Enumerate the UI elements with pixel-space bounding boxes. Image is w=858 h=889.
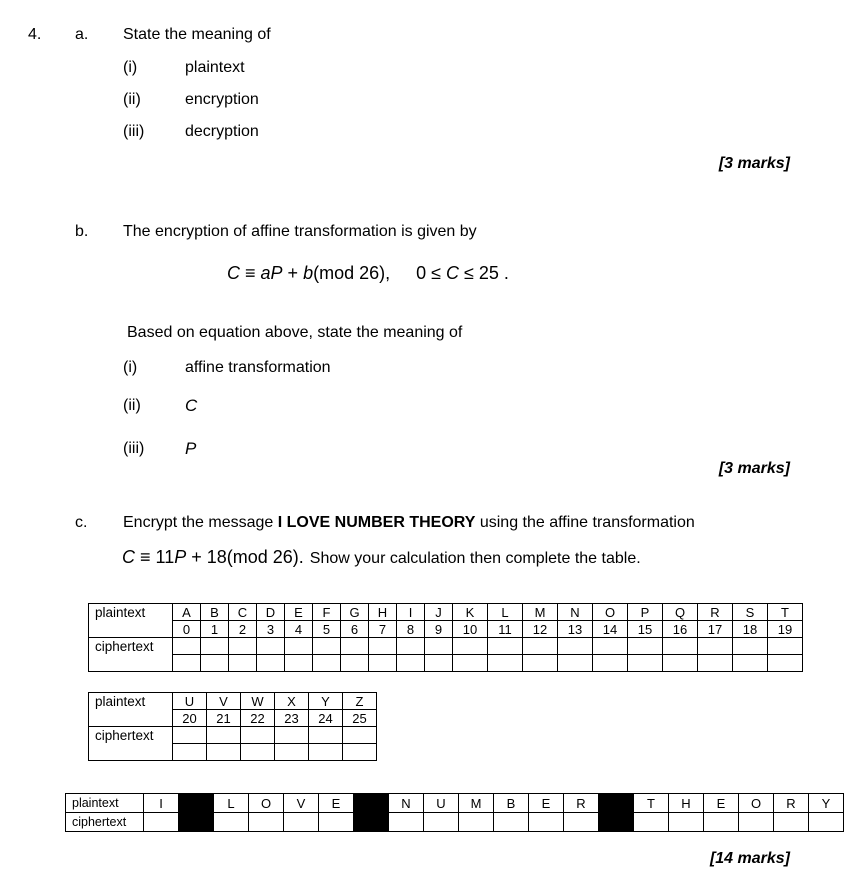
empty-cell [275, 744, 309, 761]
empty-cell [313, 655, 341, 672]
empty-cell [663, 655, 698, 672]
value-cell: Z [343, 693, 377, 710]
constant-18: 18 [206, 547, 227, 567]
empty-cell [628, 638, 663, 655]
empty-cell [309, 744, 343, 761]
empty-cell [343, 727, 377, 744]
space-cell [354, 813, 389, 832]
space-cell [599, 794, 634, 813]
empty-cell [214, 813, 249, 832]
empty-cell [774, 813, 809, 832]
empty-cell [453, 655, 488, 672]
empty-cell [558, 638, 593, 655]
empty-cell [529, 813, 564, 832]
part-a-item-1 [28, 58, 245, 77]
letters-row [89, 693, 377, 710]
part-b-item-1 [28, 358, 331, 377]
equiv-symbol: ≡ [240, 263, 261, 283]
value-cell: K [453, 604, 488, 621]
part-b-label: b. [75, 223, 89, 240]
value-cell: 18 [733, 621, 768, 638]
value-cell: V [207, 693, 241, 710]
value-cell: R [774, 794, 809, 813]
space-cell [354, 794, 389, 813]
empty-cell [698, 638, 733, 655]
row-label-plaintext: plaintext [66, 794, 144, 813]
part-a-item-2 [28, 90, 259, 109]
empty-cell [593, 655, 628, 672]
value-cell: I [144, 794, 179, 813]
empty-cell [628, 655, 663, 672]
plus-symbol: + [282, 263, 304, 283]
value-cell: T [634, 794, 669, 813]
empty-cell [558, 655, 593, 672]
empty-cell [201, 638, 229, 655]
row-label-ciphertext: ciphertext [89, 638, 173, 672]
equation-variable-P: P [174, 547, 187, 567]
empty-cell [201, 655, 229, 672]
empty-cell [768, 638, 803, 655]
item-text-variable-P: P [185, 439, 197, 458]
value-cell: J [425, 604, 453, 621]
coefficient-11: 11 [155, 547, 175, 567]
equation-affine-specific [122, 546, 641, 570]
value-cell: L [214, 794, 249, 813]
value-cell: 19 [768, 621, 803, 638]
part-b-heading [28, 222, 477, 241]
space-cell [599, 813, 634, 832]
equation-affine-general [227, 262, 509, 284]
value-cell: 4 [285, 621, 313, 638]
item-text: affine transformation [185, 359, 331, 376]
value-cell: 1 [201, 621, 229, 638]
empty-cell [341, 655, 369, 672]
item-roman: (iii) [123, 123, 145, 140]
value-cell: E [704, 794, 739, 813]
empty-cell [341, 638, 369, 655]
value-cell: V [284, 794, 319, 813]
empty-cell [207, 727, 241, 744]
empty-cell [285, 655, 313, 672]
empty-cell [241, 727, 275, 744]
value-cell: 10 [453, 621, 488, 638]
empty-cell [424, 813, 459, 832]
equation-term-b: b [303, 263, 314, 283]
value-cell: 9 [425, 621, 453, 638]
part-c-label: c. [75, 514, 88, 531]
value-cell: X [275, 693, 309, 710]
item-roman: (iii) [123, 440, 145, 457]
empty-cell [229, 655, 257, 672]
part-a-label: a. [75, 26, 89, 43]
value-cell: P [628, 604, 663, 621]
value-cell: 7 [369, 621, 397, 638]
value-cell: 11 [488, 621, 523, 638]
message-text: I LOVE NUMBER THEORY [277, 514, 476, 531]
value-cell: 16 [663, 621, 698, 638]
value-cell: 20 [173, 710, 207, 727]
value-cell: 14 [593, 621, 628, 638]
value-cell: M [459, 794, 494, 813]
message-plaintext-row [66, 794, 844, 813]
value-cell: F [313, 604, 341, 621]
empty-cell [275, 727, 309, 744]
ciphertext-row [89, 727, 377, 744]
item-text-variable-C: C [185, 396, 198, 415]
space-cell [179, 813, 214, 832]
row-label-ciphertext: ciphertext [66, 813, 144, 832]
value-cell: 21 [207, 710, 241, 727]
value-cell: E [319, 794, 354, 813]
value-cell: C [229, 604, 257, 621]
empty-cell [634, 813, 669, 832]
empty-cell [733, 655, 768, 672]
value-cell: U [173, 693, 207, 710]
mod-26: (mod 26). [226, 547, 304, 567]
equation-lhs: C [227, 263, 240, 283]
value-cell: 8 [397, 621, 425, 638]
empty-cell [809, 813, 844, 832]
value-cell: O [249, 794, 284, 813]
empty-cell [285, 638, 313, 655]
value-cell: A [173, 604, 201, 621]
ciphertext-number-row [89, 655, 803, 672]
question-number: 4. [28, 26, 42, 43]
value-cell: R [698, 604, 733, 621]
empty-cell [144, 813, 179, 832]
part-b-subintro: Based on equation above, state the meaning of [127, 324, 463, 341]
empty-cell [319, 813, 354, 832]
empty-cell [488, 655, 523, 672]
part-c-intro-pre: Encrypt the message [123, 514, 278, 531]
empty-cell [343, 744, 377, 761]
part-a-item-3 [28, 122, 259, 141]
value-cell: N [389, 794, 424, 813]
value-cell: E [529, 794, 564, 813]
empty-cell [389, 813, 424, 832]
empty-cell [241, 744, 275, 761]
value-cell: M [523, 604, 558, 621]
value-cell: D [257, 604, 285, 621]
empty-cell [669, 813, 704, 832]
empty-cell [768, 655, 803, 672]
value-cell: Q [663, 604, 698, 621]
empty-cell [425, 655, 453, 672]
value-cell: L [488, 604, 523, 621]
empty-cell [739, 813, 774, 832]
part-b-item-3 [28, 439, 196, 459]
empty-cell [257, 638, 285, 655]
mod-26: (mod 26), [313, 263, 391, 283]
value-cell: Y [309, 693, 343, 710]
empty-cell [488, 638, 523, 655]
item-roman: (i) [123, 359, 138, 376]
empty-cell [369, 655, 397, 672]
value-cell: W [241, 693, 275, 710]
empty-cell [309, 727, 343, 744]
value-cell: 5 [313, 621, 341, 638]
marks-label-a: [3 marks] [718, 155, 790, 172]
empty-cell [173, 655, 201, 672]
value-cell: B [494, 794, 529, 813]
row-label-plaintext: plaintext [89, 693, 173, 727]
part-c-intro-post: using the affine transformation [475, 514, 695, 531]
value-cell: 12 [523, 621, 558, 638]
item-text: encryption [185, 91, 259, 108]
empty-cell [663, 638, 698, 655]
empty-cell [733, 638, 768, 655]
value-cell: 13 [558, 621, 593, 638]
equiv-symbol: ≡ [135, 547, 156, 567]
part-c-heading [28, 513, 695, 532]
range-post: ≤ 25 . [459, 263, 509, 283]
item-roman: (i) [123, 59, 138, 76]
empty-cell [173, 727, 207, 744]
empty-cell [173, 638, 201, 655]
empty-cell [459, 813, 494, 832]
empty-cell [397, 655, 425, 672]
range-variable: C [446, 263, 460, 283]
value-cell: 15 [628, 621, 663, 638]
empty-cell [369, 638, 397, 655]
equation-lhs: C [122, 547, 135, 567]
value-cell: B [201, 604, 229, 621]
empty-cell [173, 744, 207, 761]
value-cell: E [285, 604, 313, 621]
empty-cell [453, 638, 488, 655]
range-pre: 0 ≤ [416, 263, 447, 283]
plus-symbol: + [186, 547, 207, 567]
letters-row [89, 604, 803, 621]
part-b-intro: The encryption of affine transformation is given by [123, 223, 477, 240]
row-label-ciphertext: ciphertext [89, 727, 173, 761]
part-c-instruction: Show your calculation then complete the table. [309, 550, 641, 567]
empty-cell [313, 638, 341, 655]
value-cell: S [733, 604, 768, 621]
value-cell: 2 [229, 621, 257, 638]
value-cell: 25 [343, 710, 377, 727]
empty-cell [284, 813, 319, 832]
letter-number-table-u-z [88, 692, 377, 761]
message-ciphertext-row [66, 813, 844, 832]
item-roman: (ii) [123, 91, 141, 108]
empty-cell [207, 744, 241, 761]
empty-cell [425, 638, 453, 655]
part-a-heading [28, 25, 271, 44]
value-cell: U [424, 794, 459, 813]
value-cell: O [739, 794, 774, 813]
value-cell: H [369, 604, 397, 621]
value-cell: Y [809, 794, 844, 813]
letter-number-table-a-t [88, 603, 803, 672]
value-cell: 23 [275, 710, 309, 727]
marks-label-c: [14 marks] [709, 850, 790, 867]
empty-cell [593, 638, 628, 655]
value-cell: 6 [341, 621, 369, 638]
numbers-row [89, 621, 803, 638]
value-cell: H [669, 794, 704, 813]
ciphertext-row [89, 638, 803, 655]
equation-term-aP: aP [260, 263, 283, 283]
item-text: decryption [185, 123, 259, 140]
value-cell: T [768, 604, 803, 621]
item-text: plaintext [185, 59, 245, 76]
empty-cell [229, 638, 257, 655]
empty-cell [249, 813, 284, 832]
item-roman: (ii) [123, 397, 141, 414]
marks-label-b: [3 marks] [718, 460, 790, 477]
value-cell: 3 [257, 621, 285, 638]
value-cell: I [397, 604, 425, 621]
empty-cell [397, 638, 425, 655]
value-cell: 17 [698, 621, 733, 638]
empty-cell [523, 655, 558, 672]
part-a-intro: State the meaning of [123, 26, 271, 43]
value-cell: G [341, 604, 369, 621]
empty-cell [704, 813, 739, 832]
value-cell: R [564, 794, 599, 813]
empty-cell [564, 813, 599, 832]
value-cell: 24 [309, 710, 343, 727]
value-cell: N [558, 604, 593, 621]
space-cell [179, 794, 214, 813]
value-cell: 22 [241, 710, 275, 727]
value-cell: O [593, 604, 628, 621]
part-b-item-2 [28, 396, 197, 416]
empty-cell [523, 638, 558, 655]
empty-cell [494, 813, 529, 832]
message-table [65, 793, 844, 832]
empty-cell [698, 655, 733, 672]
row-label-plaintext: plaintext [89, 604, 173, 638]
empty-cell [257, 655, 285, 672]
value-cell: 0 [173, 621, 201, 638]
